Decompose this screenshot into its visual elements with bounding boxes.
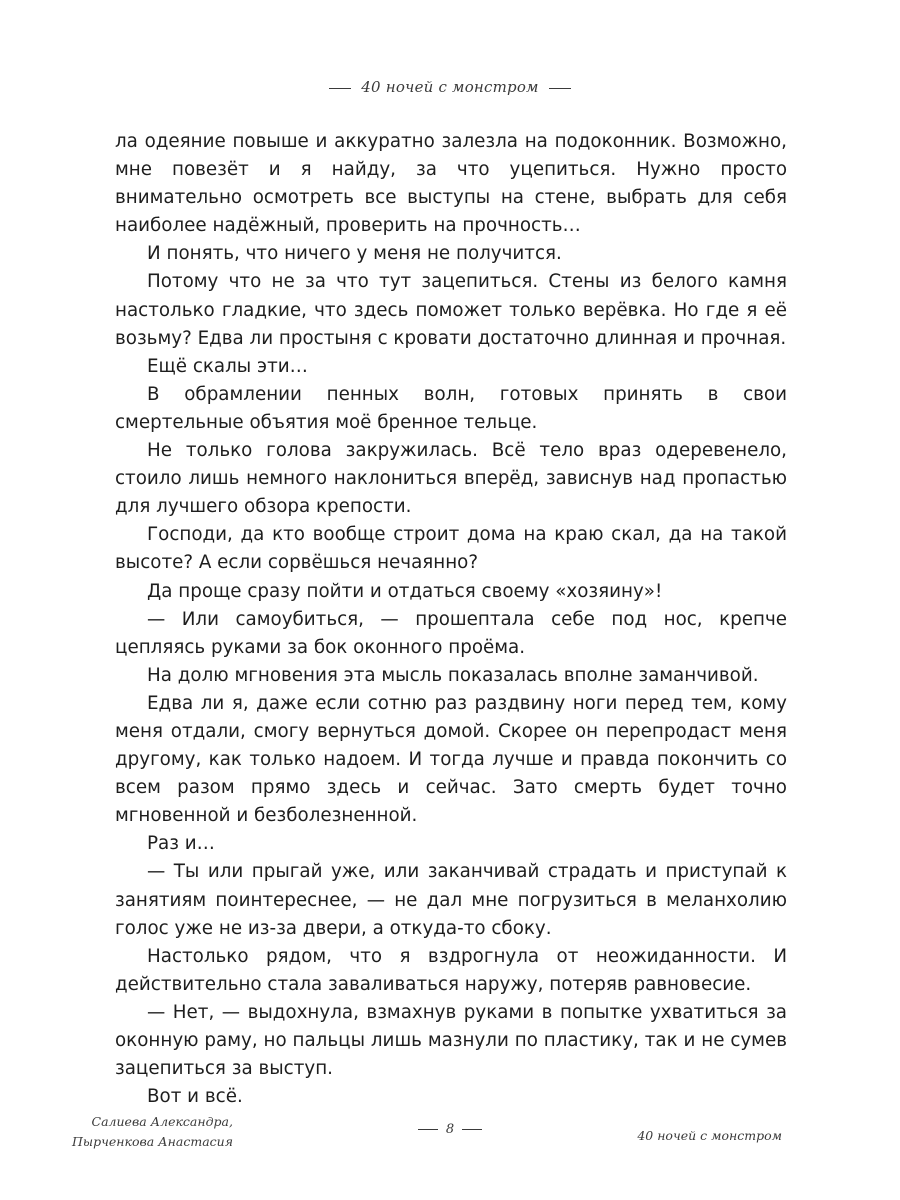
footer-author-2: Пырченкова Анастасия <box>72 1134 233 1149</box>
body-text <box>115 128 787 1111</box>
footer-book-title: 40 ночей с монстром <box>637 1128 782 1143</box>
running-header <box>0 78 900 96</box>
paragraph: В обрамлении пенных волн, готовых принять в свои смертельные объятия моё бренное тельце. <box>115 383 787 433</box>
page-number: 8 <box>445 1122 455 1137</box>
paragraph: — Или самоубиться, — прошептала себе под нос, крепче цепляясь руками за бок оконного проёма. <box>115 608 787 658</box>
paragraph: Раз и… <box>147 833 215 855</box>
paragraph: На долю мгновения эта мысль показалась вполне заманчивой. <box>147 664 759 686</box>
header-dash-left <box>329 88 351 89</box>
header-book-title: 40 ночей с монстром <box>361 78 539 96</box>
paragraph: Едва ли я, даже если сотню раз раздвину ноги перед тем, кому меня отдали, смогу вернуться домой. Скорее он перепродаст меня другому, как только надоем. И тогда лучше и правда покончить со всем разом прямо здесь и сейчас. Зато смерть будет точно мгновенной и безболезненной. <box>115 692 787 827</box>
header-dash-right <box>549 88 571 89</box>
paragraph: И понять, что ничего у меня не получится. <box>147 243 562 265</box>
page-footer <box>0 1112 900 1162</box>
paragraph: Да проще сразу пойти и отдаться своему «хозяину»! <box>147 580 663 602</box>
page-number-dash-left <box>418 1129 438 1130</box>
footer-author-1: Сaлиева Александра, <box>91 1114 233 1129</box>
paragraph: Настолько рядом, что я вздрогнула от неожиданности. И действительно стала заваливаться наружу, потеряв равновесие. <box>115 945 787 995</box>
paragraph: ла одеяние повыше и аккуратно залезла на подоконник. Возможно, мне повезёт и я найду, за что уцепиться. Нужно просто внимательно осмотреть все выступы на стене, выбрать для себя наиболее надёжный, проверить на прочность… <box>115 131 787 237</box>
page-number-dash-right <box>462 1129 482 1130</box>
paragraph: Ещё скалы эти… <box>147 355 308 377</box>
paragraph: — Ты или прыгай уже, или заканчивай страдать и приступай к занятиям поинтереснее, — не дал мне погрузиться в меланхолию голос уже не из-за двери, а откуда-то сбоку. <box>115 861 787 939</box>
paragraph: Вот и всё. <box>147 1086 243 1108</box>
paragraph: Потому что не за что тут зацепиться. Стены из белого камня настолько гладкие, что здесь поможет только верёвка. Но где я её возьму? Едва ли простыня с кровати достаточно длинная и прочная. <box>115 271 787 349</box>
paragraph: Господи, да кто вообще строит дома на краю скал, да на такой высоте? А если сорвёшься нечаянно? <box>115 524 787 574</box>
paragraph: Не только голова закружилась. Всё тело враз одеревенело, стоило лишь немного наклониться вперёд, зависнув над пропастью для лучшего обзора крепости. <box>115 440 787 518</box>
paragraph: — Нет, — выдохнула, взмахнув руками в попытке ухватиться за оконную раму, но пальцы лишь мазнули по пластику, так и не сумев зацепиться за выступ. <box>115 1001 787 1080</box>
